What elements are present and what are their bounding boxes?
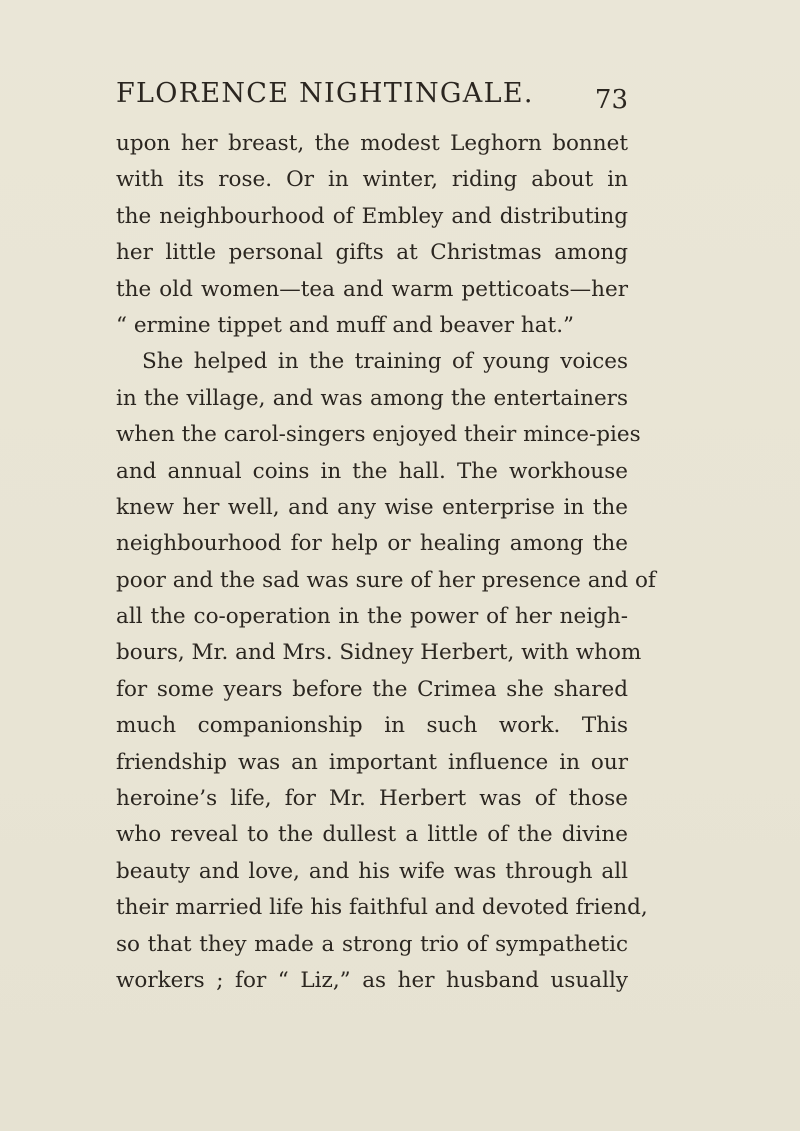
text-line: their married life his faithful and devoted friend, <box>116 895 648 921</box>
text-line: knew her well, and any wise enterprise in the <box>116 494 628 520</box>
page-number: 73 <box>594 85 628 115</box>
text-line: who reveal to the dullest a little of the divine <box>116 822 628 848</box>
text-line: when the carol-singers enjoyed their mince-pies <box>116 422 641 448</box>
text-line: the old women—tea and warm petticoats—her <box>116 276 628 302</box>
text-line: workers ; for “ Liz,” as her husband usually <box>116 967 628 993</box>
text-line: in the village, and was among the entertainers <box>116 385 628 411</box>
text-line: with its rose. Or in winter, riding about in <box>116 167 628 193</box>
running-head <box>116 78 628 122</box>
text-line: the neighbourhood of Embley and distributing <box>116 203 628 229</box>
text-line: and annual coins in the hall. The workhouse <box>116 458 628 484</box>
text-line: much companionship in such work. This <box>116 713 628 739</box>
text-line: neighbourhood for help or healing among the <box>116 531 628 557</box>
running-title: FLORENCE NIGHTINGALE. <box>116 78 534 109</box>
text-line: She helped in the training of young voices <box>142 349 628 375</box>
text-line: upon her breast, the modest Leghorn bonnet <box>116 131 628 156</box>
body-text <box>116 126 656 999</box>
text-line: bours, Mr. and Mrs. Sidney Herbert, with whom <box>116 640 642 666</box>
text-line: poor and the sad was sure of her presence and of <box>116 567 656 593</box>
text-line: all the co-operation in the power of her neigh- <box>116 604 628 630</box>
text-line: “ ermine tippet and muff and beaver hat.” <box>116 312 575 338</box>
text-line: beauty and love, and his wife was through all <box>116 858 628 884</box>
text-line: friendship was an important influence in our <box>116 749 628 775</box>
text-line: heroine’s life, for Mr. Herbert was of those <box>116 786 628 812</box>
text-line: so that they made a strong trio of sympathetic <box>116 931 628 957</box>
text-line: her little personal gifts at Christmas among <box>116 240 628 266</box>
text-line: for some years before the Crimea she shared <box>116 676 628 702</box>
